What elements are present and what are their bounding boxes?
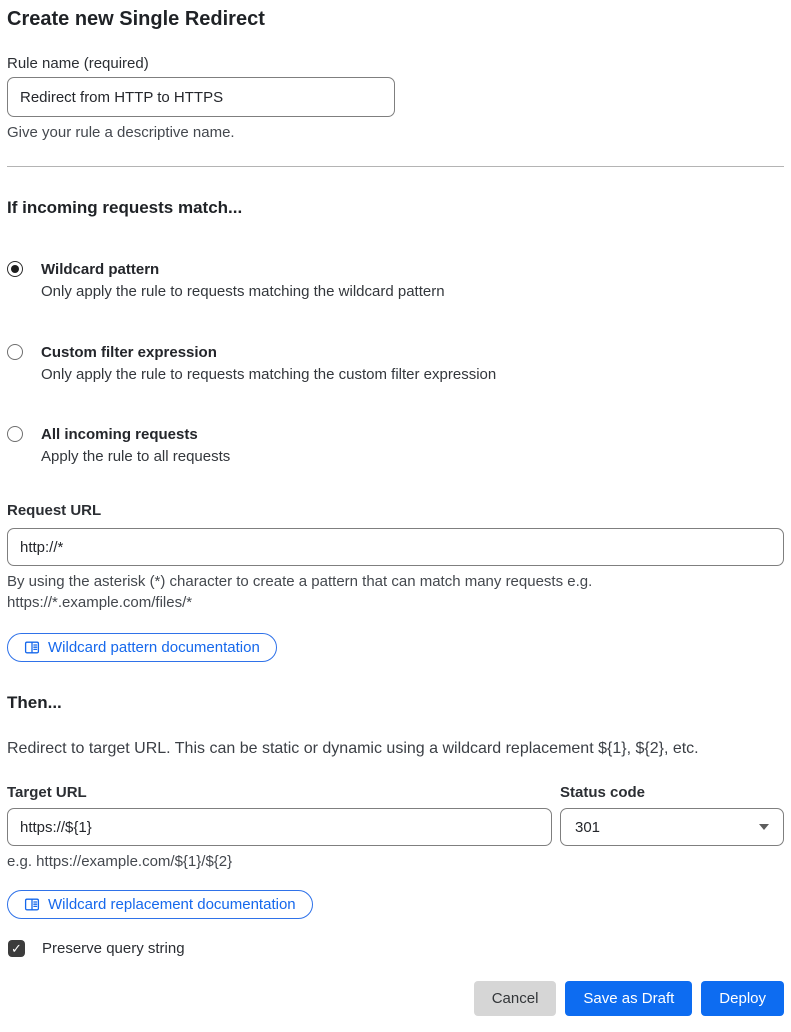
wildcard-replacement-documentation-label: Wildcard replacement documentation [48,896,296,913]
radio-option-label: Wildcard pattern [41,261,160,278]
request-url-helper-line2: https://*.example.com/files/* [7,594,193,611]
rule-name-helper: Give your rule a descriptive name. [7,124,235,141]
radio-option-description: Apply the rule to all requests [41,448,231,465]
preserve-query-string-row[interactable] [7,940,784,957]
radio-option-description: Only apply the rule to requests matching the wildcard pattern [41,283,445,300]
target-url-input[interactable] [7,808,552,846]
request-url-helper-line1: By using the asterisk (*) character to create a pattern that can match many requests e.g. [7,573,593,590]
status-code-select[interactable] [560,808,784,846]
deploy-button[interactable]: Deploy [701,981,784,1016]
chevron-down-icon [759,824,769,830]
match-section-heading: If incoming requests match... [7,198,243,217]
status-code-label: Status code [560,784,646,801]
wildcard-pattern-documentation-button[interactable] [7,633,277,662]
radio-option-label: All incoming requests [41,426,198,443]
wildcard-replacement-documentation-button[interactable] [7,890,313,919]
rule-name-input[interactable] [7,77,395,117]
status-code-value: 301 [575,818,601,836]
then-description: Redirect to target URL. This can be static or dynamic using a wildcard replacement ${1}, ${2}, etc. [7,740,699,757]
radio-unselected-icon[interactable] [7,426,23,442]
rule-name-label: Rule name (required) [7,55,149,72]
footer-actions [7,981,784,1016]
request-url-label: Request URL [7,502,102,519]
page-title: Create new Single Redirect [7,8,265,30]
section-divider [7,166,784,167]
cancel-button[interactable]: Cancel [474,981,557,1016]
target-url-label: Target URL [7,784,87,801]
save-as-draft-button[interactable]: Save as Draft [565,981,692,1016]
radio-option-wildcard-pattern[interactable] [7,259,784,303]
radio-option-label: Custom filter expression [41,344,217,361]
request-url-input[interactable] [7,528,784,566]
wildcard-pattern-documentation-label: Wildcard pattern documentation [48,639,260,656]
checkbox-checked-icon[interactable]: ✓ [8,940,25,957]
target-url-helper: e.g. https://example.com/${1}/${2} [7,853,233,870]
radio-option-description: Only apply the rule to requests matching the custom filter expression [41,366,497,383]
target-url-status-code-row [7,783,784,872]
radio-option-all-incoming-requests[interactable] [7,424,784,468]
book-icon [24,640,40,656]
preserve-query-string-label: Preserve query string [42,940,185,957]
radio-option-custom-filter-expression[interactable] [7,342,784,386]
book-icon [24,897,40,913]
radio-selected-icon[interactable] [7,261,23,277]
radio-unselected-icon[interactable] [7,344,23,360]
then-section-heading: Then... [7,693,62,712]
